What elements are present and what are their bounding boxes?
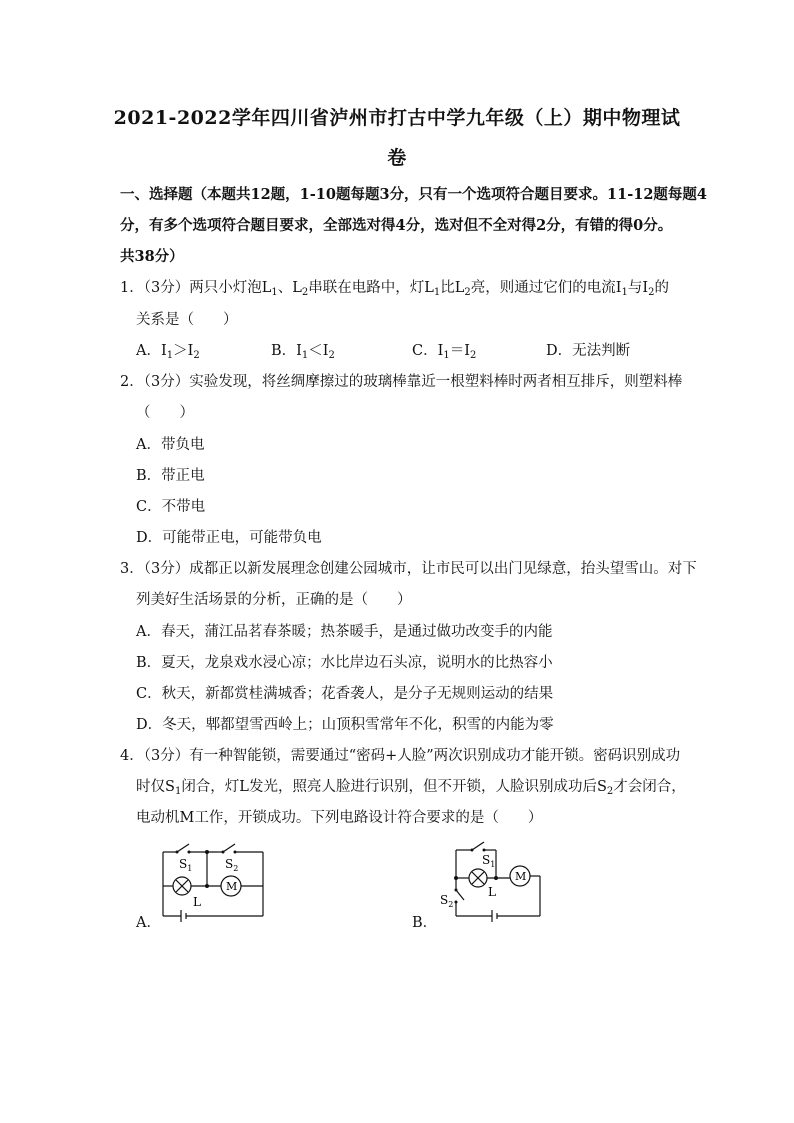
subscript: 1 bbox=[174, 786, 182, 797]
q1-option-c[interactable] bbox=[412, 342, 476, 360]
subscript: 2 bbox=[648, 287, 655, 298]
option-text: ＞I bbox=[173, 343, 194, 359]
subscript: 1 bbox=[271, 287, 278, 298]
q4-text: 闭合，灯L发光，照亮人脸进行识别，但不开锁，人脸识别成功后S bbox=[181, 779, 607, 795]
circuit-label-s2: $S_2$ bbox=[440, 893, 454, 909]
q4-stem-line1: 4．（3分）有一种智能锁，需要通过“密码+人脸”两次识别成功才能开锁。密码识别成功 bbox=[120, 748, 681, 764]
section-header-line1: 一、选择题（本题共12题，1-10题每题3分，只有一个选项符合题目要求。11-12题每题4 bbox=[120, 186, 708, 203]
circuit-diagram-a bbox=[155, 840, 275, 930]
section-header-line2: 分，有多个选项符合题目要求，全部选对得4分，选对但不全对得2分，有错的得0分。 bbox=[120, 217, 673, 234]
q2-option-a[interactable]: A．带负电 bbox=[136, 437, 205, 453]
subscript: 2 bbox=[193, 350, 200, 361]
subscript: 2 bbox=[464, 287, 471, 298]
q1-option-d[interactable]: D．无法判断 bbox=[546, 343, 631, 359]
q1-text: 、L bbox=[277, 280, 302, 296]
option-text: ＜I bbox=[308, 343, 329, 359]
q4-text: 才会闭合， bbox=[613, 779, 686, 795]
q1-text: 与I bbox=[627, 280, 649, 296]
subscript: 2 bbox=[606, 786, 614, 797]
subscript: 1 bbox=[443, 350, 450, 361]
circuit-label-motor: M bbox=[515, 870, 527, 883]
circuit-label-s2: $S_2$ bbox=[225, 857, 239, 873]
subscript: 1 bbox=[301, 350, 309, 361]
q2-option-d[interactable]: D．可能带正电，可能带负电 bbox=[136, 530, 322, 546]
q1-text: 1．（3分）两只小灯泡L bbox=[120, 280, 272, 296]
q1-text: 比L bbox=[440, 280, 465, 296]
q2-option-b[interactable]: B．带正电 bbox=[136, 468, 205, 484]
section-header-line3: 共38分） bbox=[120, 248, 184, 265]
q3-stem-line2: 列美好生活场景的分析，正确的是（ ） bbox=[136, 592, 412, 608]
circuit-label-lamp: L bbox=[193, 895, 201, 909]
q4-option-b[interactable]: B． bbox=[412, 915, 438, 931]
q3-option-d[interactable]: D．冬天，郫都望雪西岭上；山顶积雪常年不化，积雪的内能为零 bbox=[136, 717, 554, 733]
q4-stem-line2 bbox=[136, 778, 686, 796]
q2-stem-line2: （ ） bbox=[136, 405, 194, 421]
q1-text: 亮，则通过它们的电流I bbox=[470, 280, 622, 296]
q1-option-a[interactable] bbox=[136, 342, 200, 360]
q4-stem-line3: 电动机M工作，开锁成功。下列电路设计符合要求的是（ ） bbox=[136, 810, 543, 826]
circuit-label-lamp: L bbox=[488, 885, 496, 899]
q3-stem-line1: 3．（3分）成都正以新发展理念创建公园城市，让市民可以出门见绿意，抬头望雪山。对下 bbox=[120, 561, 697, 577]
q1-text: 的 bbox=[654, 280, 669, 296]
q3-option-b[interactable]: B．夏天，龙泉戏水浸心凉；水比岸边石头凉，说明水的比热容小 bbox=[136, 655, 553, 671]
q4-text: 时仅S bbox=[136, 779, 175, 795]
option-text: C．I bbox=[412, 343, 444, 359]
q1-option-b[interactable] bbox=[271, 342, 335, 360]
option-text: B．I bbox=[271, 343, 302, 359]
q4-option-a[interactable]: A． bbox=[136, 915, 161, 931]
circuit-label-motor: M bbox=[226, 880, 238, 893]
q1-text: 串联在电路中，灯L bbox=[308, 280, 434, 296]
q1-stem-line1 bbox=[120, 279, 669, 297]
subscript: 2 bbox=[469, 350, 477, 361]
q2-option-c[interactable]: C．不带电 bbox=[136, 499, 206, 515]
circuit-diagram-b bbox=[436, 838, 556, 928]
option-text: ＝I bbox=[449, 343, 470, 359]
subscript: 2 bbox=[328, 350, 335, 361]
subscript: 1 bbox=[621, 287, 628, 298]
subscript: 1 bbox=[166, 350, 174, 361]
page-title-line2: 卷 bbox=[387, 147, 407, 169]
page-title-line1: 2021-2022学年四川省泸州市打古中学九年级（上）期中物理试 bbox=[113, 107, 681, 129]
subscript: 1 bbox=[433, 287, 441, 298]
q3-option-a[interactable]: A．春天，蒲江品茗春茶暖；热茶暖手，是通过做功改变手的内能 bbox=[136, 624, 553, 640]
circuit-label-s1: $S_1$ bbox=[482, 853, 496, 869]
option-text: A．I bbox=[136, 343, 167, 359]
subscript: 2 bbox=[301, 287, 309, 298]
q2-stem-line1: 2．（3分）实验发现，将丝绸摩擦过的玻璃棒靠近一根塑料棒时两者相互排斥，则塑料棒 bbox=[120, 374, 683, 390]
circuit-label-s1: $S_1$ bbox=[179, 857, 193, 873]
q3-option-c[interactable]: C．秋天，新都赏桂满城香；花香袭人，是分子无规则运动的结果 bbox=[136, 686, 554, 702]
q1-stem-line2: 关系是（ ） bbox=[136, 312, 238, 328]
